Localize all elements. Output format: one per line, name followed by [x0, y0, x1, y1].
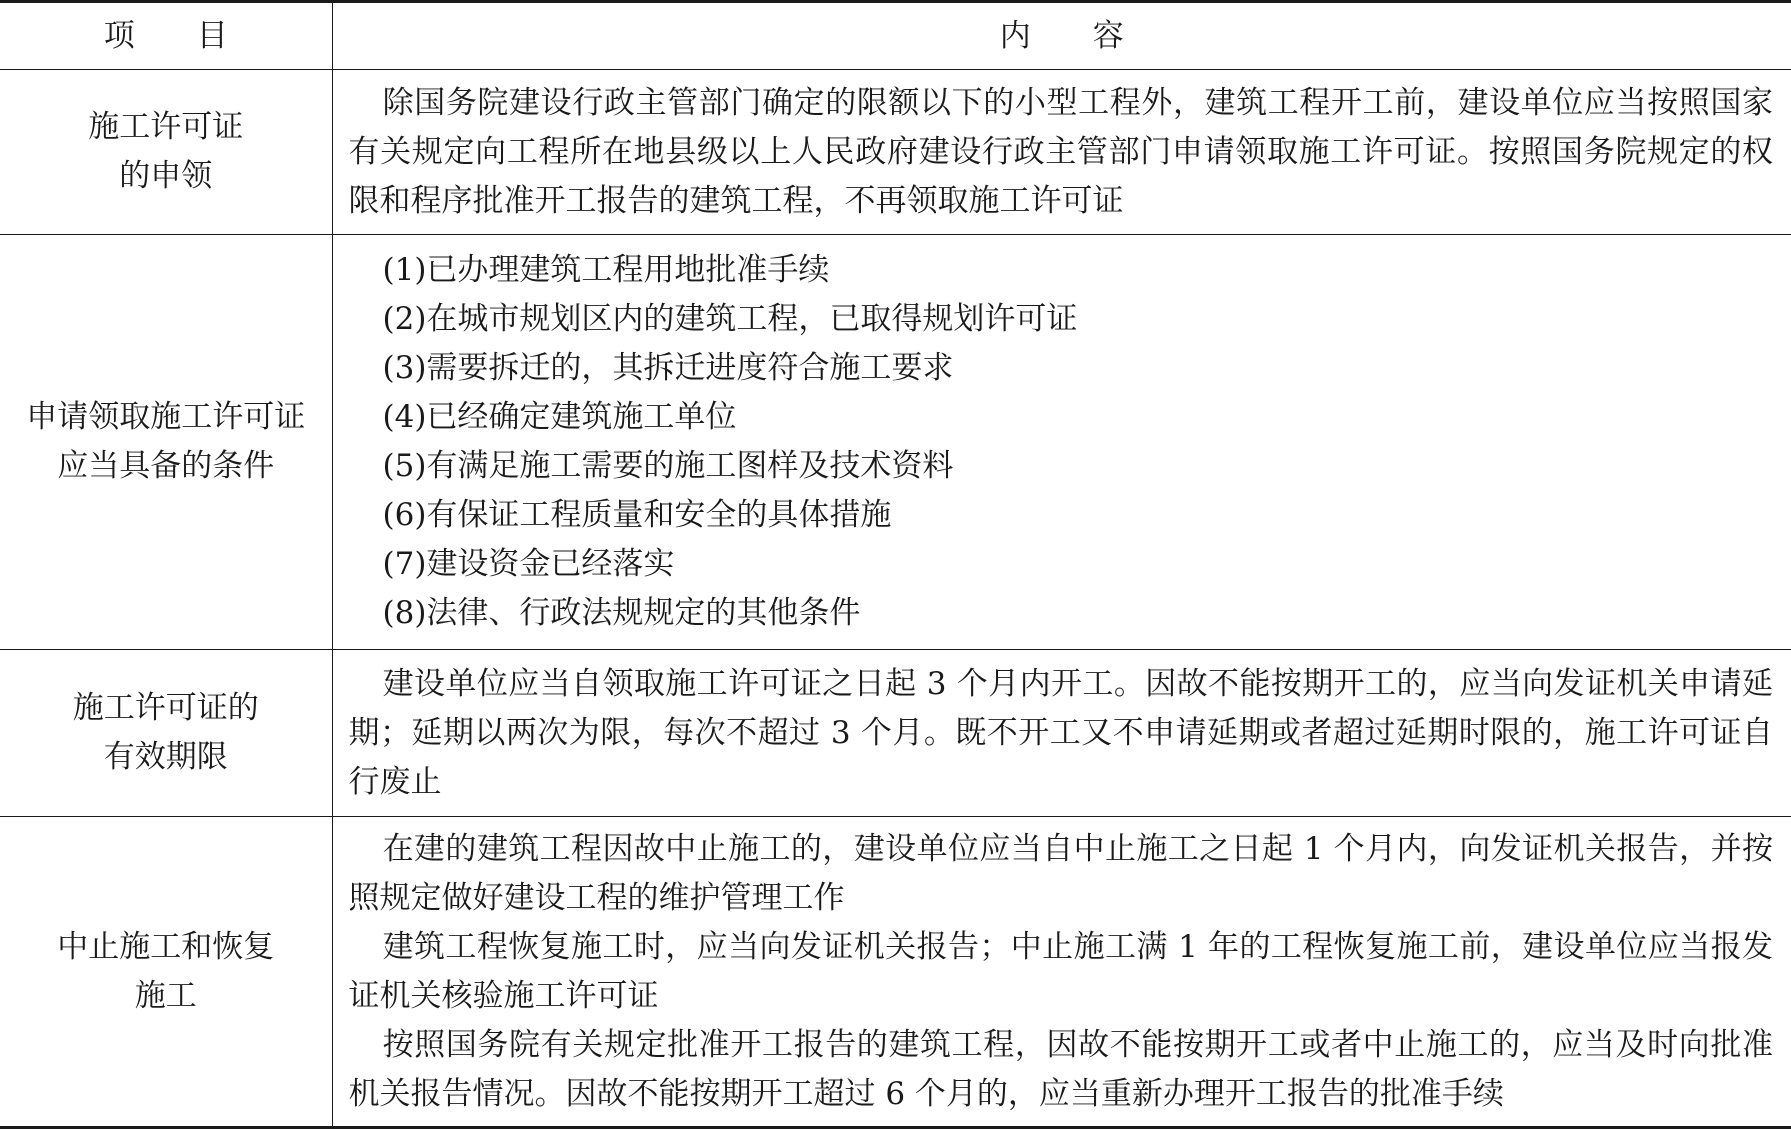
- content-cell: [332, 817, 1791, 1128]
- condition-item: (7)建设资金已经落实: [382, 546, 675, 582]
- item-cell: [0, 235, 332, 650]
- content-cell: [332, 235, 1791, 650]
- item-line: 施工: [134, 977, 197, 1014]
- table-row: [0, 817, 1791, 1128]
- item-line: 中止施工和恢复: [57, 928, 275, 965]
- item-line: 施工许可证的: [72, 690, 259, 726]
- condition-item: (2)在城市规划区内的建筑工程，已取得规划许可证: [382, 301, 1078, 337]
- item-line: 申请领取施工许可证: [26, 399, 306, 435]
- item-line: 应当具备的条件: [57, 448, 275, 484]
- item-cell: [0, 817, 332, 1128]
- condition-item: (1)已办理建筑工程用地批准手续: [382, 252, 830, 288]
- content-paragraph: 建筑工程恢复施工时，应当向发证机关报告；中止施工满 1 年的工程恢复施工前，建设单位应当报发证机关核验施工许可证: [348, 928, 1773, 1014]
- content-cell: [332, 650, 1791, 817]
- table-row: [0, 235, 1791, 650]
- content-paragraph: 建设单位应当自领取施工许可证之日起 3 个月内开工。因故不能按期开工的，应当向发证机关申请延期；延期以两次为限，每次不超过 3 个月。既不开工又不申请延期或者超过延期时限的，施工许可证自行废止: [348, 665, 1773, 800]
- content-paragraph: 按照国务院有关规定批准开工报告的建筑工程，因故不能按期开工或者中止施工的，应当及时向批准机关报告情况。因故不能按期开工超过 6 个月的，应当重新办理开工报告的批准手续: [348, 1026, 1773, 1112]
- item-line: 有效期限: [103, 739, 228, 775]
- condition-item: (3)需要拆迁的，其拆迁进度符合施工要求: [382, 350, 954, 386]
- condition-item: (5)有满足施工需要的施工图样及技术资料: [382, 448, 954, 484]
- table-row: [0, 650, 1791, 817]
- condition-item: (8)法律、行政法规规定的其他条件: [382, 595, 861, 631]
- condition-item: (4)已经确定建筑施工单位: [382, 399, 737, 435]
- item-cell: [0, 70, 332, 235]
- table-row: [0, 70, 1791, 235]
- header-item: 项 目: [0, 2, 332, 70]
- item-line: 施工许可证: [88, 109, 244, 145]
- content-cell: [332, 70, 1791, 235]
- content-paragraph: 在建的建筑工程因故中止施工的，建设单位应当自中止施工之日起 1 个月内，向发证机关报告，并按照规定做好建设工程的维护管理工作: [348, 830, 1773, 916]
- condition-item: (6)有保证工程质量和安全的具体措施: [382, 497, 892, 533]
- header-content: 内 容: [332, 2, 1791, 70]
- table-header-row: [0, 2, 1791, 70]
- content-paragraph: 除国务院建设行政主管部门确定的限额以下的小型工程外，建筑工程开工前，建设单位应当按照国家有关规定向工程所在地县级以上人民政府建设行政主管部门申请领取施工许可证。按照国务院规定的权限和程序批准开工报告的建筑工程，不再领取施工许可证: [348, 84, 1773, 219]
- item-cell: [0, 650, 332, 817]
- item-line: 的申领: [119, 158, 213, 194]
